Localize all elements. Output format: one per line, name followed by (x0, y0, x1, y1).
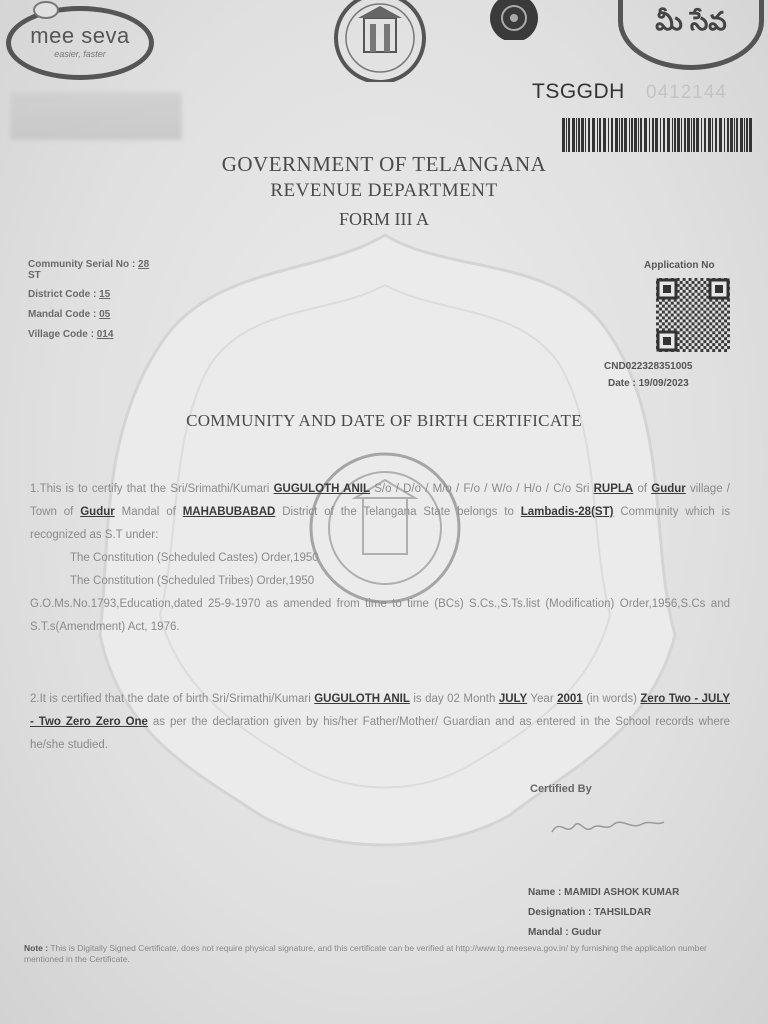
mee-seva-telugu-text: మీ సేవ (655, 6, 727, 36)
application-number-label: Application No (644, 260, 715, 271)
designation-label: Designation : (528, 907, 592, 918)
reference-code-faded: 0412144 (646, 82, 727, 103)
designation-value: TAHSILDAR (594, 907, 652, 918)
district-code-value: 15 (99, 289, 111, 300)
date-of-birth-paragraph (30, 688, 730, 757)
para1-text-5: Mandal of (121, 506, 176, 518)
community-paragraph (30, 478, 730, 639)
round-seal-icon (488, 0, 540, 40)
para2-text-2: is day 02 Month (413, 693, 496, 705)
para1-text-2: S/o / D/o / M/o / F/o / W/o / H/o / C/o Sri (374, 483, 590, 495)
town-name: Gudur (80, 506, 115, 518)
form-heading: FORM III A (338, 209, 429, 229)
application-number: CND022328351005 (604, 361, 693, 372)
signature-icon (548, 812, 668, 842)
mee-seva-logo-text: mee seva (30, 23, 130, 48)
reference-code: TSGGDH (532, 80, 625, 103)
para1-text-7: Community which is recognized as S.T under: (30, 506, 730, 541)
applicant-name: GUGULOTH ANIL (273, 483, 371, 495)
district-code-label: District Code : (28, 289, 97, 300)
para1-text-6: District of the Telangana State belongs to (282, 506, 514, 518)
para2-text-5: as per the declaration given by his/her Father/Mother/ Guardian and as entered in the School records where he/she studied. (30, 716, 730, 751)
constitution-st-order: The Constitution (Scheduled Tribes) Order,1950 (70, 575, 315, 587)
logo-dot-icon (33, 1, 59, 19)
community-name: Lambadis-28(ST) (520, 506, 614, 518)
mee-seva-logo (6, 6, 154, 80)
dob-applicant-name: GUGULOTH ANIL (314, 693, 410, 705)
para1-text-3: of (637, 483, 648, 495)
signatory-mandal-value: Gudur (571, 927, 602, 938)
code-details (28, 255, 149, 345)
community-serial-label: Community Serial No : (28, 259, 136, 270)
para2-text-4: (in words) (586, 693, 637, 705)
constitution-sc-order: The Constitution (Scheduled Castes) Order,1950 (70, 552, 319, 564)
redacted-area (10, 92, 182, 140)
village-code-value: 014 (96, 329, 114, 340)
signatory-mandal-label: Mandal : (528, 927, 569, 938)
mandal-code-label: Mandal Code : (28, 309, 97, 320)
village-code-label: Village Code : (28, 329, 94, 340)
birth-year: 2001 (557, 693, 583, 705)
mee-seva-tagline: easier, faster (54, 49, 106, 59)
telangana-emblem-icon (328, 0, 432, 82)
verification-note (24, 943, 744, 965)
para1-text-1: 1.This is to certify that the Sri/Srimathi/Kumari (30, 483, 270, 495)
department-heading: REVENUE DEPARTMENT (270, 180, 498, 201)
mandal-code-value: 05 (99, 309, 111, 320)
birth-month: JULY (498, 693, 528, 705)
note-text: This is Digitally Signed Certificate, does not require physical signature, and this certificate can be verified at http://www.tg.meeseva.gov.in/ by furnishing the application number mentioned in the Certificate. (24, 943, 707, 964)
para1-text-8: G.O.Ms.No.1793,Education,dated 25-9-1970 as amended from time to time (BCs) S.Cs.,S.Ts.list (Modification) Order,1956,S.Cs and S.T.s(Amendment) Act, 1976. (30, 598, 730, 633)
district-name: MAHABUBABAD (182, 506, 276, 518)
certified-by-label: Certified By (530, 783, 592, 795)
qr-code-icon (656, 278, 730, 352)
signatory-name-label: Name : (528, 887, 562, 898)
village-name: Gudur (651, 483, 686, 495)
para1-text-4: village / Town of (30, 483, 730, 518)
application-date-label: Date : (608, 378, 636, 389)
application-date-value: 19/09/2023 (638, 378, 689, 389)
mee-seva-telugu-logo (618, 0, 764, 70)
community-serial-value: 28 (138, 259, 150, 270)
government-heading: GOVERNMENT OF TELANGANA (221, 152, 547, 176)
certificate-title: COMMUNITY AND DATE OF BIRTH CERTIFICATE (186, 411, 582, 430)
birth-date-in-words: Zero Two - JULY - Two Zero Zero One (30, 693, 731, 728)
community-serial-suffix: ST (28, 270, 41, 281)
signatory-block (528, 883, 679, 943)
note-label: Note : (24, 943, 49, 953)
para2-text-1: 2.It is certified that the date of birth Sri/Srimathi/Kumari (30, 693, 311, 705)
signatory-name: MAMIDI ASHOK KUMAR (564, 887, 680, 898)
parent-name: RUPLA (593, 483, 634, 495)
barcode-icon (562, 118, 754, 152)
para2-text-3: Year (530, 693, 554, 705)
application-date (608, 378, 689, 389)
